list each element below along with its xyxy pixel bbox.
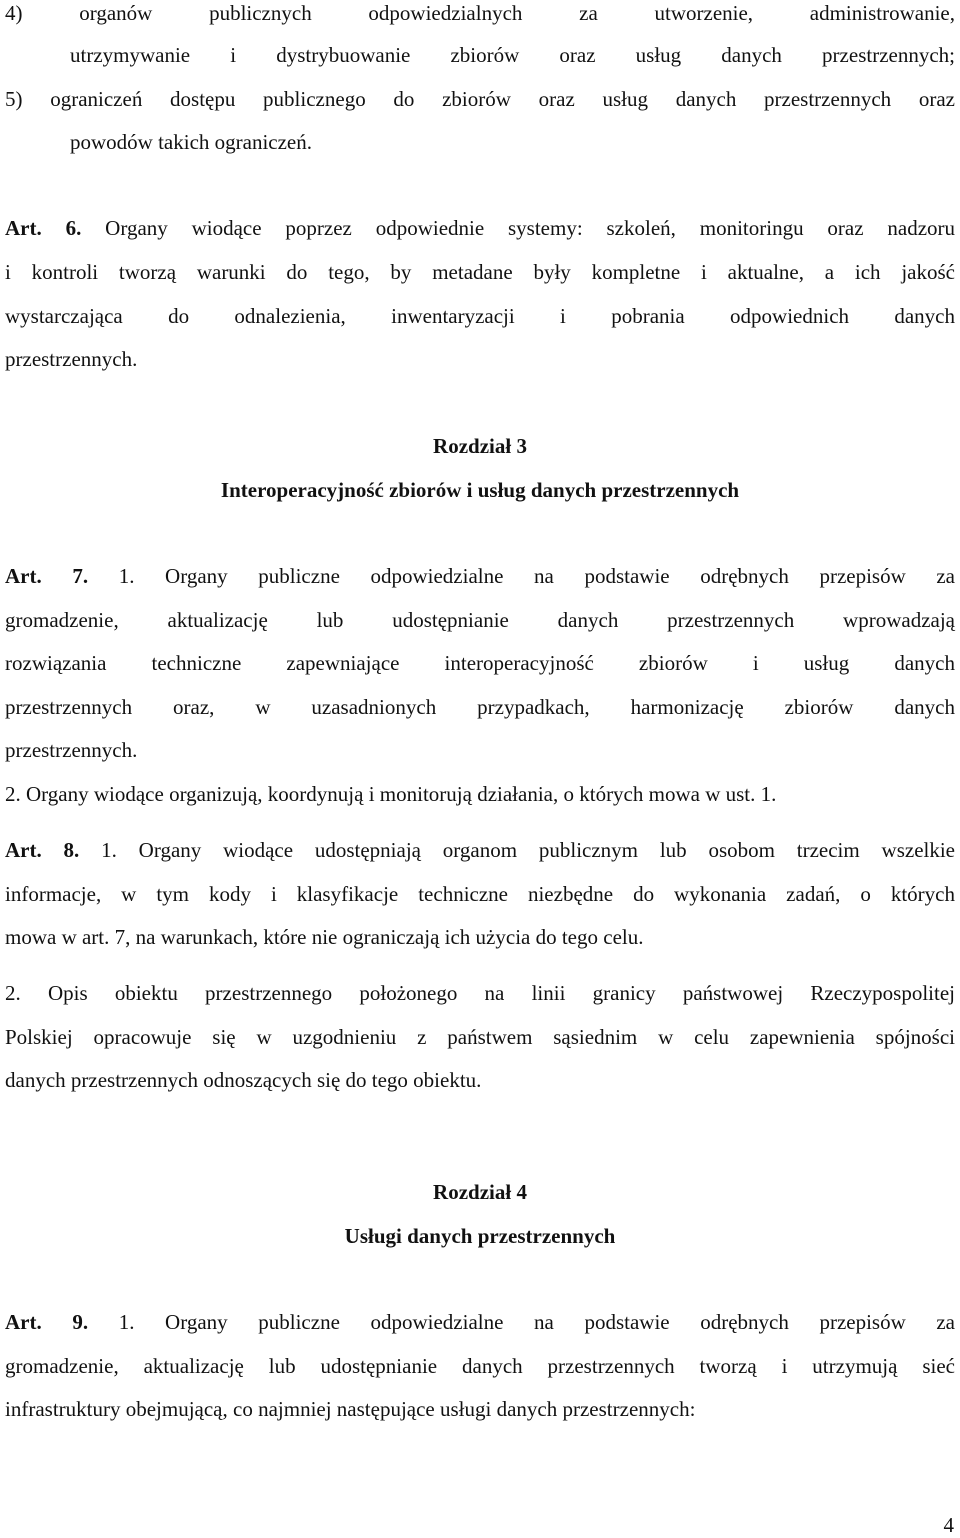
art-8-line-2: informacje, w tym kody i klasyfikacje techniczne niezbędne do wykonania zadań, o których	[5, 882, 955, 906]
art-6-label: Art. 6.	[5, 216, 82, 240]
art-8-line-6: danych przestrzennych odnoszących się do tego obiektu.	[5, 1068, 482, 1092]
art-9-line-1	[5, 1309, 955, 1335]
art-8-label: Art. 8.	[5, 838, 80, 862]
list-item-5-line-2: powodów takich ograniczeń.	[70, 130, 313, 154]
art-8-text-1: 1. Organy wiodące udostępniają organom publicznym lub osobom trzecim wszelkie	[101, 838, 956, 862]
art-6-line-2: i kontroli tworzą warunki do tego, by metadane były kompletne i aktualne, a ich jakość	[5, 260, 955, 284]
art-6-line-4: przestrzennych.	[5, 347, 138, 371]
art-7-line-6: 2. Organy wiodące organizują, koordynują i monitorują działania, o których mowa w ust. 1.	[5, 782, 777, 806]
art-9-text-1: 1. Organy publiczne odpowiedzialne na podstawie odrębnych przepisów za	[118, 1310, 956, 1334]
art-6-text-1: Organy wiodące poprzez odpowiednie systemy: szkoleń, monitoringu oraz nadzoru	[105, 216, 956, 240]
art-7-line-3: rozwiązania techniczne zapewniające interoperacyjność zbiorów i usług danych	[5, 651, 955, 675]
art-9-label: Art. 9.	[5, 1310, 89, 1334]
art-9-line-3: infrastruktury obejmującą, co najmniej następujące usługi danych przestrzennych:	[5, 1397, 696, 1421]
art-6-line-3: wystarczająca do odnalezienia, inwentaryzacji i pobrania odpowiednich danych	[5, 304, 955, 328]
art-8-line-5: Polskiej opracowuje się w uzgodnieniu z państwem sąsiednim w celu zapewnienia spójności	[5, 1025, 955, 1049]
art-6-line-1	[5, 215, 955, 241]
list-item-4-line-2: utrzymywanie i dystrybuowanie zbiorów oraz usług danych przestrzennych;	[70, 43, 955, 67]
page-number: 4	[943, 1513, 954, 1537]
chapter-4-title: Usługi danych przestrzennych	[344, 1224, 616, 1248]
art-7-text-1: 1. Organy publiczne odpowiedzialne na podstawie odrębnych przepisów za	[118, 564, 956, 588]
chapter-3-title: Interoperacyjność zbiorów i usług danych przestrzennych	[220, 478, 740, 502]
art-7-label: Art. 7.	[5, 564, 89, 588]
list-item-4-line-1: 4) organów publicznych odpowiedzialnych za utworzenie, administrowanie,	[5, 1, 955, 25]
art-8-line-4: 2. Opis obiektu przestrzennego położonego na linii granicy państwowej Rzeczypospolitej	[5, 981, 955, 1005]
chapter-4-number: Rozdział 4	[433, 1180, 527, 1204]
list-item-5-line-1: 5) ograniczeń dostępu publicznego do zbiorów oraz usług danych przestrzennych oraz	[5, 87, 955, 111]
art-7-line-1	[5, 563, 955, 589]
art-9-line-2: gromadzenie, aktualizację lub udostępnianie danych przestrzennych tworzą i utrzymują sieć	[5, 1354, 955, 1378]
art-7-line-4: przestrzennych oraz, w uzasadnionych przypadkach, harmonizację zbiorów danych	[5, 695, 955, 719]
art-8-line-1	[5, 837, 955, 863]
art-7-line-2: gromadzenie, aktualizację lub udostępnianie danych przestrzennych wprowadzają	[5, 608, 955, 632]
art-7-line-5: przestrzennych.	[5, 738, 138, 762]
art-8-line-3: mowa w art. 7, na warunkach, które nie ograniczają ich użycia do tego celu.	[5, 925, 644, 949]
chapter-3-number: Rozdział 3	[433, 434, 527, 458]
